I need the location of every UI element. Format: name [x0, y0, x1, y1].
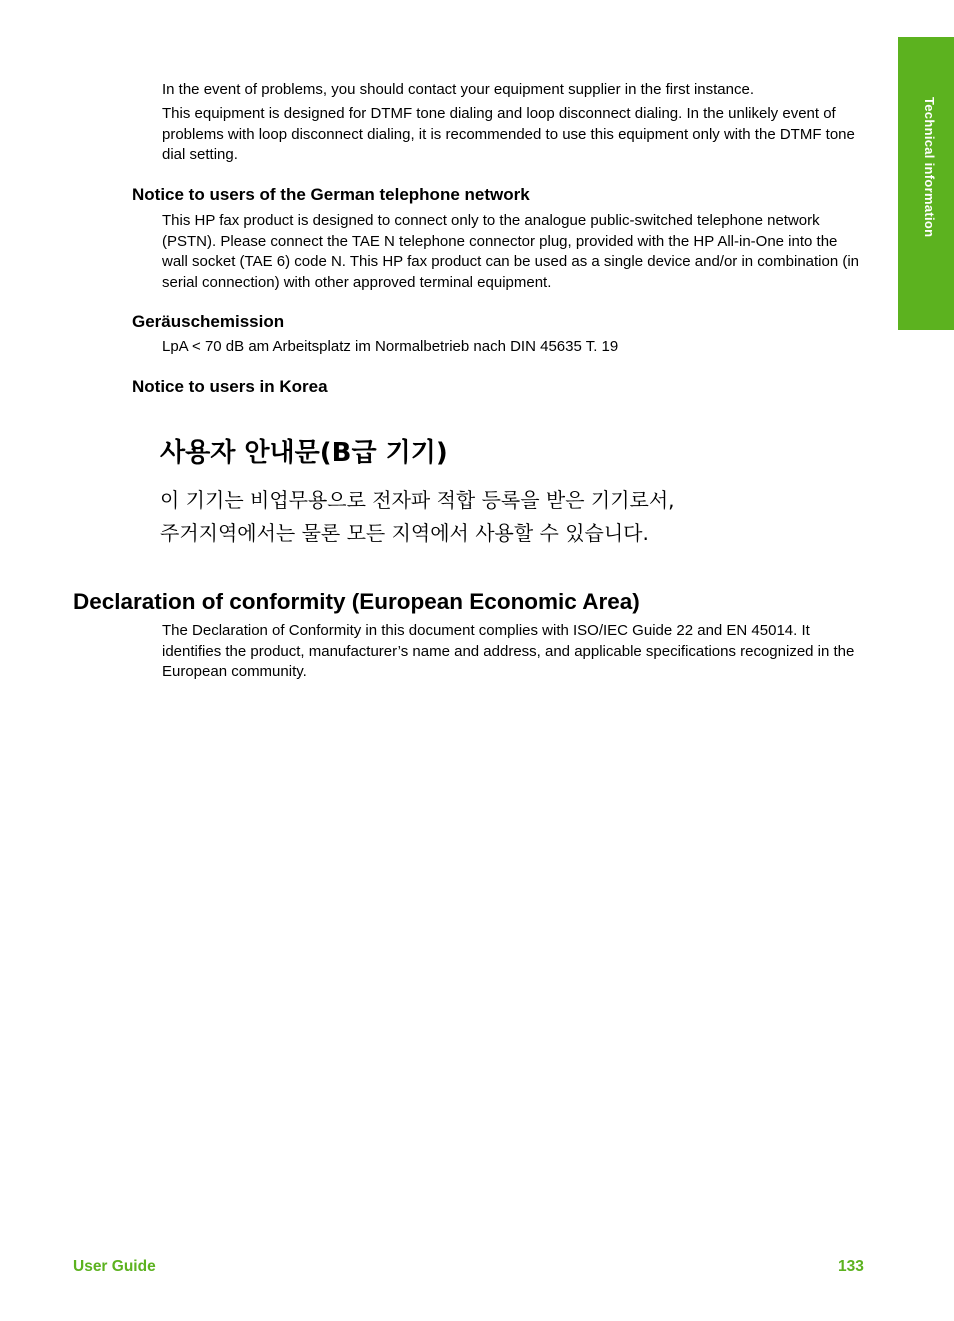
footer-page-number: 133	[838, 1258, 864, 1275]
conformity-heading: Declaration of conformity (European Economic Area)	[73, 589, 640, 614]
problems-paragraph: In the event of problems, you should contact your equipment supplier in the first instance.	[162, 81, 755, 98]
noise-emission-heading: Geräuschemission	[132, 312, 285, 331]
conformity-paragraph: The Declaration of Conformity in this document complies with ISO/IEC Guide 22 and EN 45014. It identifies the product, manufacturer’s name and address, and applicable specifications recognized in the European community.	[162, 622, 855, 680]
korea-notice-block	[160, 432, 800, 550]
german-network-paragraph: This HP fax product is designed to connect only to the analogue public-switched telephone network (PSTN). Please connect the TAE N telephone connector plug, provided with the HP All-in-One into the wall socket (TAE 6) code N. This HP fax product can be used as a single device and/or in combination (in serial connection) with other approved terminal equipment.	[162, 212, 860, 291]
korea-notice-body	[160, 484, 800, 550]
german-network-heading: Notice to users of the German telephone network	[132, 185, 530, 204]
korea-heading: Notice to users in Korea	[132, 377, 328, 396]
dtmf-paragraph: This equipment is designed for DTMF tone dialing and loop disconnect dialing. In the unlikely event of problems with loop disconnect dialing, it is recommended to use this equipment only with the DTMF tone dial setting.	[162, 105, 855, 163]
section-tab-label: Technical information	[922, 97, 937, 238]
korea-notice-title: 사용자 안내문(B급 기기)	[160, 438, 448, 468]
korea-notice-line-1: 이 기기는 비업무용으로 전자파 적합 등록을 받은 기기로서,	[160, 488, 675, 512]
footer-guide-title: User Guide	[73, 1258, 156, 1275]
noise-emission-paragraph: LpA < 70 dB am Arbeitsplatz im Normalbetrieb nach DIN 45635 T. 19	[162, 338, 619, 355]
korea-notice-line-2: 주거지역에서는 물론 모든 지역에서 사용할 수 있습니다.	[160, 521, 649, 545]
